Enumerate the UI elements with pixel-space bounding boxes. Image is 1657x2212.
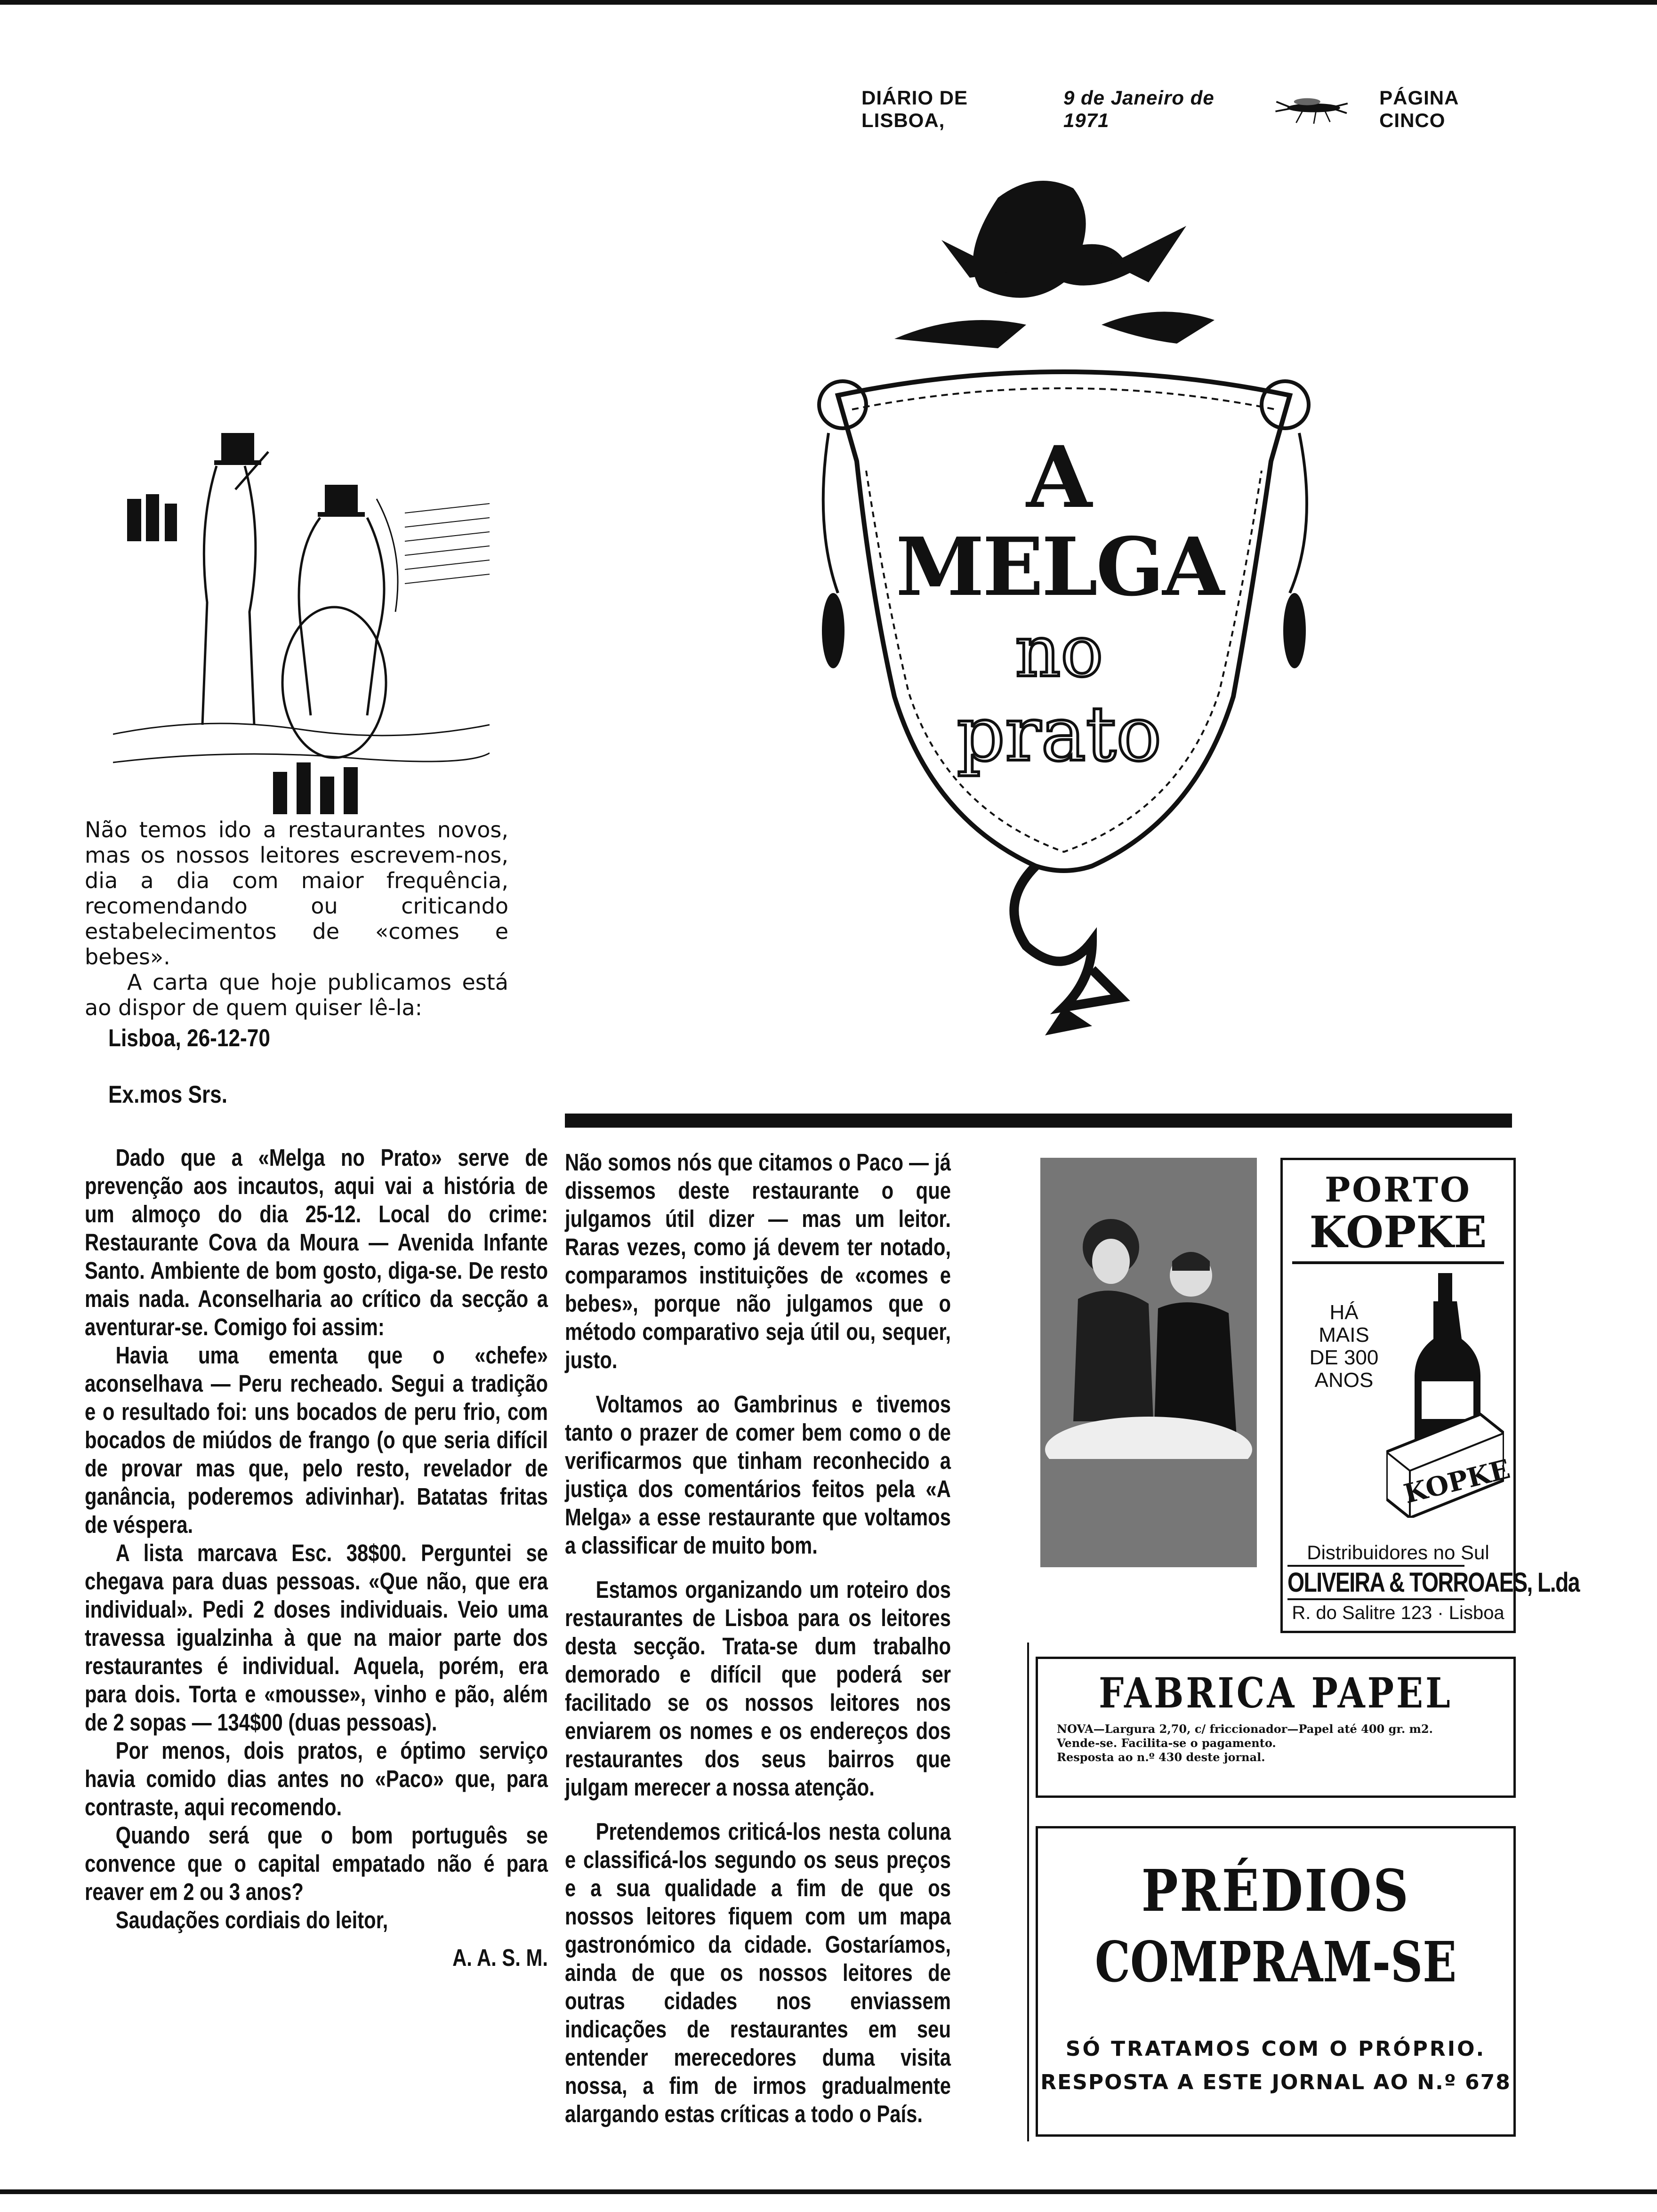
masthead-melga: MELGA — [895, 520, 1223, 614]
melga-masthead — [734, 169, 1384, 1092]
issue-date: 9 de Janeiro de 1971 — [1063, 87, 1215, 131]
ad-distributors: Distribuidores no Sul — [1307, 1541, 1489, 1563]
letter-date: Lisboa, 26-12-70 — [108, 1025, 270, 1052]
bottom-rule — [0, 2189, 1657, 2194]
masthead-prato: prato — [957, 690, 1162, 778]
ad-papel-line: NOVA—Largura 2,70, c/ friccionador—Papel até 400 gr. m2. — [1057, 1722, 1433, 1736]
editor-column — [565, 1148, 1055, 2144]
masthead-a: A — [1026, 428, 1092, 527]
ad-firm: OLIVEIRA & TORROAES, L.da — [1287, 1565, 1464, 1600]
ad-predios-line: RESPOSTA A ESTE JORNAL AO N.º 678 — [1040, 2070, 1511, 2094]
ad-papel-title: FABRICA PAPEL — [1099, 1668, 1453, 1717]
ad-predios-title: PRÉDIOS — [1141, 1857, 1410, 1924]
page-header — [861, 87, 1520, 131]
intro-paragraph: Não temos ido a restaurantes novos, mas os nossos leitores escrevem-nos, dia a dia com maior frequência, recomendando ou criticando estabelecimentos de «comes e bebes». — [85, 817, 508, 970]
column-paragraph: Estamos organizando um roteiro dos restaurantes de Lisboa para os leitores desta secção. Trata-se dum trabalho demorado e difícil que poderá ser facilitado se os nossos leitores nos enviarem os nomes e os endereços dos restaurantes dos seus bairros que julgam merecer a nossa atenção. — [565, 1576, 951, 1801]
porto-kopke-ad — [1280, 1158, 1579, 1633]
top-rule — [0, 0, 1657, 5]
column-paragraph: Voltamos ao Gambrinus e tivemos tanto o prazer de comer bem como o de verificarmos que tinham reconhecido a justiça dos comentários feitos pela «A Melga» a esse restaurante que voltamos a classificar de muito bom. — [565, 1391, 951, 1559]
letter-paragraph: Saudações cordiais do leitor, — [115, 1907, 388, 1933]
column-rule — [1027, 1643, 1029, 2141]
masthead-title — [734, 428, 1384, 778]
mosquito-icon — [1272, 93, 1351, 126]
column-paragraph: Não somos nós que citamos o Paco — já dissemos deste restaurante o que julgamos útil dizer — mas um leitor. Raras vezes, como já devem ter notado, comparamos instituições de «comes e bebes», porque não julgamos que o método comparativo seja útil ou, sequer, justo. — [565, 1149, 951, 1373]
ad-title-porto: PORTO — [1325, 1170, 1472, 1210]
column-paragraph: Pretendemos criticá-los nesta coluna e classificá-los segundo os seus preços e a sua qualidade a fim de que os nossos leitores fiquem com um mapa gastronómico da cidade. Gostaríamos, ainda de que os nossos leitores de outras cidades nos enviassem indicações de restaurantes em seu entender merecedores duma visita nossa, a fim de irmos gradualmente alargando estas críticas a todo o País. — [565, 1818, 951, 2127]
section-divider — [565, 1114, 1512, 1128]
couple-photo — [1040, 1158, 1257, 1567]
ad-predios-line: SÓ TRATAMOS COM O PRÓPRIO. — [1065, 2037, 1486, 2061]
ad-predios-subtitle: COMPRAM-SE — [1094, 1929, 1457, 1995]
ad-papel-line: Resposta ao n.º 430 deste jornal. — [1057, 1750, 1265, 1764]
ad-since: HÁ MAIS DE 300 ANOS — [1309, 1301, 1379, 1392]
ad-title-kopke: KOPKE — [1309, 1207, 1487, 1258]
letter-signature: A. A. S. M. — [452, 1944, 548, 1971]
letter-paragraph: Por menos, dois pratos, e óptimo serviço havia comido dias antes no «Paco» que, para contraste, aqui recomendo. — [85, 1737, 548, 1820]
masthead-no: no — [1015, 611, 1103, 693]
ad-address: R. do Salitre 123 · Lisboa — [1292, 1603, 1504, 1623]
letter-paragraph: Dado que a «Melga no Prato» serve de prevenção aos incautos, aqui vai a história de um almoço do dia 25-12. Local do crime: Restaurante Cova da Moura — Avenida Infante Santo. Ambiente de bom gosto, diga-se. De resto mais nada. Aconselharia ao crítico da secção a aventurar-se. Comigo foi assim: — [85, 1144, 548, 1340]
ad-papel-line: Vende-se. Facilita-se o pagamento. — [1057, 1736, 1276, 1750]
letter-salutation: Ex.mos Srs. — [108, 1081, 228, 1108]
gentlemen-drinking-illustration — [113, 433, 490, 819]
predios-ad — [1036, 1826, 1516, 2137]
page-number: PÁGINA CINCO — [1379, 87, 1458, 131]
letter-paragraph: Quando será que o bom português se convence que o capital empatado não é para reaver em 2 ou 3 anos? — [85, 1822, 548, 1905]
letter-body — [85, 1144, 548, 1972]
fabrica-papel-ad — [1036, 1657, 1516, 1798]
intro-paragraph: A carta que hoje publicamos está ao dispor de quem quiser lê-la: — [85, 970, 508, 1020]
letter-paragraph: A lista marcava Esc. 38$00. Perguntei se chegava para duas pessoas. «Que não, que era individual». Pedi 2 doses individuais. Veio uma travessa igualzinha à que na maior parte dos restaurantes é individual. Aquela, porém, era para dois. Torta e «mousse», vinho e pão, além de 2 sopas — 134$00 (duas pessoas). — [85, 1539, 548, 1736]
intro-text — [85, 817, 508, 1020]
paper-name: DIÁRIO DE LISBOA, — [861, 87, 968, 131]
box-label: KOPKE — [1400, 1453, 1513, 1510]
ad-divider — [1292, 1261, 1504, 1264]
letter-paragraph: Havia uma ementa que o «chefe» aconselhava — Peru recheado. Segui a tradição e o resultado foi: uns bocados de peru frio, com bocados de miúdos de frango (o que seria difícil de provar mas que, pelo resto, revelador de ganância, poderemos adivinhar). Batatas fritas de véspera. — [85, 1342, 548, 1538]
